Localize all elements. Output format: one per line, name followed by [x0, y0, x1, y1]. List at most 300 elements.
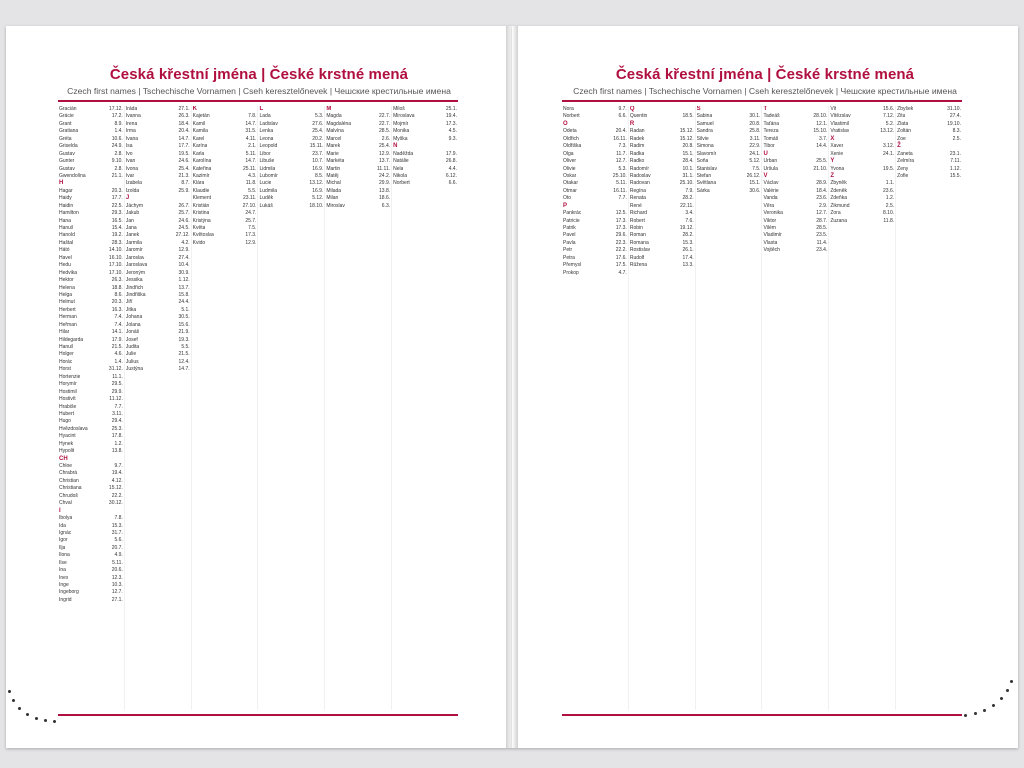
first-name: Markéta [326, 158, 345, 165]
first-name: Tadeáš [763, 113, 780, 120]
name-row [126, 299, 190, 306]
first-name: Radan [629, 128, 645, 135]
name-day-date: 9.7. [618, 106, 627, 112]
section-letter: CH [59, 455, 68, 462]
name-row [563, 247, 627, 254]
first-name: René [629, 202, 642, 209]
name-day-date: 3.7. [818, 135, 828, 142]
name-row [259, 203, 323, 210]
name-row [630, 180, 694, 187]
name-day-date: 7.4. [114, 314, 123, 321]
name-day-date: 8.10. [883, 210, 895, 217]
name-day-date: 16.11. [613, 187, 627, 194]
name-row [326, 166, 390, 173]
first-name: Patricie [563, 217, 580, 224]
section-letter: X [830, 135, 835, 142]
first-name: Hanuš [59, 344, 74, 350]
name-row [630, 136, 694, 143]
name-day-date: 4.12. [111, 477, 123, 484]
name-day-date: 12.7. [111, 589, 123, 596]
name-row [59, 314, 123, 321]
name-day-date: 8.3. [952, 128, 961, 135]
name-day-date: 25.3. [111, 425, 123, 432]
section-letter: K [192, 106, 197, 112]
name-day-date: 10.7. [312, 158, 324, 165]
name-row [393, 106, 457, 113]
name-row [763, 158, 827, 165]
first-name: Ženy [897, 165, 909, 172]
name-row [897, 106, 961, 113]
name-row [126, 210, 190, 217]
name-row [697, 151, 761, 158]
name-row [126, 158, 190, 165]
first-name: Hugo [59, 418, 71, 425]
name-day-date: 17.7. [111, 195, 123, 202]
name-row [59, 262, 123, 269]
first-name: Norbert [563, 113, 580, 120]
name-row [830, 203, 894, 210]
name-day-date: 22.7. [379, 120, 391, 127]
name-row [126, 366, 190, 373]
first-name: Gracián [59, 106, 77, 112]
name-day-date: 17.5. [615, 262, 627, 269]
name-day-date: 2.8. [114, 150, 123, 157]
name-row [763, 203, 827, 210]
first-name: Lada [259, 113, 271, 120]
first-name: Libuše [259, 158, 275, 165]
first-name: Klaudie [192, 187, 210, 194]
left-page [6, 26, 512, 748]
name-day-date: 13.7. [178, 284, 190, 291]
name-day-date: 17.10. [108, 262, 123, 269]
name-row [393, 166, 457, 173]
name-row [259, 180, 323, 187]
name-row [126, 180, 190, 187]
first-name: Johana [125, 314, 143, 321]
first-name: Richard [629, 210, 648, 217]
name-row [59, 478, 123, 485]
name-day-date: 11.12. [109, 396, 123, 403]
first-name: Oskar [563, 172, 577, 179]
name-row [59, 210, 123, 217]
name-row [563, 255, 627, 262]
name-day-date: 13.12. [880, 128, 895, 135]
name-day-date: 28.3. [111, 239, 123, 246]
name-row [193, 240, 257, 247]
name-row [563, 106, 627, 113]
name-row [830, 143, 894, 150]
first-name: Hostimil [59, 388, 77, 395]
top-rule [562, 100, 962, 102]
name-row [393, 128, 457, 135]
name-row [126, 292, 190, 299]
name-column [192, 106, 259, 710]
name-day-date: 15.10. [813, 128, 828, 135]
first-name: Gratiana [59, 128, 79, 135]
name-row [897, 151, 961, 158]
name-day-date: 5.12. [749, 158, 761, 165]
name-day-date: 25.4. [178, 165, 190, 172]
name-row [763, 188, 827, 195]
page-subtitle: Czech first names | Tschechische Vornamen | Cseh keresztelőnevek | Чешские крестильные имена [573, 86, 957, 96]
name-row [126, 173, 190, 180]
first-name: Oto [563, 195, 572, 202]
first-name: Ida [59, 522, 66, 529]
name-day-date: 14.7. [245, 120, 257, 127]
first-name: Zbyněk [830, 180, 847, 187]
first-name: Ivona [125, 165, 139, 172]
section-letter: R [629, 120, 635, 127]
name-row [126, 218, 190, 225]
name-column [829, 106, 896, 710]
first-name: Ivanna [125, 113, 141, 120]
name-day-date: 27.1. [178, 106, 190, 112]
first-name: Jindřiška [125, 291, 146, 298]
name-row [59, 151, 123, 158]
first-name: Hyacint [59, 433, 76, 440]
name-day-date: 17.2. [111, 113, 123, 120]
first-name: Nora [563, 106, 574, 112]
name-row [763, 128, 827, 135]
name-column [562, 106, 629, 710]
name-day-date: 7.8. [114, 515, 123, 522]
name-day-date: 7.5. [752, 165, 761, 172]
name-row [193, 121, 257, 128]
first-name: Zita [897, 113, 906, 120]
section-letter: O [563, 120, 568, 127]
name-day-date: 4.3. [248, 172, 257, 179]
name-day-date: 6.12. [445, 172, 457, 179]
name-row [59, 270, 123, 277]
name-day-date: 31.10. [947, 106, 961, 112]
name-day-date: 2.9. [818, 202, 828, 209]
first-name: Horst [59, 366, 71, 373]
first-name: Nikola [393, 172, 408, 179]
first-name: Justýna [125, 366, 144, 373]
name-day-date: 9.3. [448, 135, 457, 142]
name-day-date: 11.11. [376, 165, 391, 172]
name-row [259, 188, 323, 195]
first-name: Robert [629, 217, 645, 224]
first-name: Irena [125, 120, 138, 127]
name-day-date: 14.10. [108, 247, 123, 254]
first-name: Vlasta [763, 239, 778, 246]
name-day-date: 20.8. [682, 143, 694, 150]
name-day-date: 29.9. [379, 180, 391, 187]
name-day-date: 25.4. [312, 128, 324, 135]
name-row [563, 240, 627, 247]
name-day-date: 20.4. [615, 128, 627, 135]
first-name: Světlana [696, 180, 717, 187]
first-name: Milan [326, 195, 339, 202]
first-name: Otakar [563, 180, 579, 187]
first-name: Malvína [326, 128, 344, 135]
name-row [897, 128, 961, 135]
first-name: Ilse [59, 559, 67, 566]
first-name: Janek [125, 232, 140, 239]
name-day-date: 20.4. [178, 128, 190, 135]
name-day-date: 18.6. [379, 195, 391, 202]
first-name: Jolana [125, 321, 141, 328]
name-row [193, 218, 257, 225]
name-day-date: 5.3. [618, 165, 627, 172]
name-row [326, 173, 390, 180]
name-day-date: 14.7. [178, 366, 190, 373]
name-row [59, 374, 123, 381]
name-day-date: 7.12. [883, 113, 895, 120]
name-row [763, 113, 827, 120]
first-name: Taťána [763, 120, 779, 127]
name-day-date: 24.7. [245, 210, 257, 217]
first-name: Karel [192, 135, 205, 142]
name-row [259, 173, 323, 180]
first-name: Hanuš [59, 225, 74, 231]
name-row [59, 411, 123, 418]
name-day-date: 14.7. [245, 158, 257, 165]
name-row [830, 121, 894, 128]
first-name: Vanda [763, 195, 778, 202]
name-day-date: 22.2. [111, 492, 123, 499]
first-name: Havel [59, 254, 72, 261]
first-name: Lidmila [259, 165, 276, 172]
name-row [59, 463, 123, 470]
first-name: Hátó [59, 247, 70, 254]
name-row [126, 203, 190, 210]
name-row [630, 195, 694, 202]
name-row [563, 166, 627, 173]
name-row [326, 151, 390, 158]
first-name: Květoslav [192, 232, 215, 239]
first-name: Josef [125, 336, 138, 343]
name-day-date: 25.10. [612, 172, 627, 179]
first-name: Christiana [59, 485, 82, 492]
name-row [697, 128, 761, 135]
name-day-date: 21.3. [178, 172, 190, 179]
name-day-date: 7.6. [685, 217, 694, 224]
name-row [126, 285, 190, 292]
first-name: Zuzana [830, 217, 847, 224]
first-name: Marcel [326, 135, 342, 142]
name-row [630, 247, 694, 254]
first-name: Monika [393, 128, 410, 135]
name-day-date: 17.12. [108, 106, 123, 112]
name-day-date: 29.5. [111, 381, 123, 388]
name-day-date: 4.7. [618, 269, 627, 276]
first-name: Inge [59, 582, 69, 588]
first-name: Vilém [763, 225, 776, 231]
name-day-date: 25.7. [245, 217, 257, 224]
name-day-date: 12.5. [615, 210, 627, 217]
first-name: Helena [59, 284, 75, 291]
name-row [126, 232, 190, 239]
first-name: Ina [59, 567, 66, 574]
first-name: Herman [59, 314, 77, 321]
name-day-date: 24.1. [749, 150, 761, 157]
name-row [126, 262, 190, 269]
name-day-date: 5.5. [181, 344, 190, 350]
first-name: Gustav [59, 165, 75, 172]
name-column [696, 106, 763, 710]
name-day-date: 27.10. [242, 202, 257, 209]
first-name: Gustav [59, 150, 75, 157]
first-name: Radka [629, 150, 645, 157]
name-row [259, 121, 323, 128]
name-row [126, 143, 190, 150]
name-row [59, 500, 123, 507]
name-row [59, 247, 123, 254]
first-name: Jindřich [125, 284, 144, 291]
first-name: Ibolya [59, 515, 73, 522]
first-name: Tibor [763, 143, 775, 150]
name-day-date: 29.9. [111, 388, 123, 395]
name-day-date: 20.8. [749, 120, 761, 127]
first-name: Urban [763, 158, 778, 165]
first-name: Slavomír [696, 150, 717, 157]
name-row [830, 218, 894, 225]
first-name: Leopold [259, 143, 278, 150]
name-day-date: 12.3. [111, 574, 123, 581]
name-row [59, 366, 123, 373]
name-day-date: 23.5. [816, 232, 828, 239]
first-name: Martin [326, 165, 341, 172]
first-name: Zlata [897, 120, 909, 127]
name-day-date: 18.4. [816, 187, 828, 194]
name-day-date: 4.4. [448, 165, 457, 172]
name-day-date: 16.5. [111, 217, 123, 224]
name-day-date: 17.8. [111, 433, 123, 440]
first-name: Olga [563, 150, 574, 157]
name-row [393, 121, 457, 128]
first-name: Holger [59, 351, 74, 358]
name-day-date: 31.1. [682, 172, 694, 179]
name-day-date: 2.8. [114, 165, 123, 172]
name-row [59, 329, 123, 336]
section-letter: V [763, 172, 768, 179]
name-row [59, 426, 123, 433]
name-day-date: 26.8. [445, 158, 457, 165]
name-day-date: 17.9. [445, 150, 457, 157]
name-row [563, 128, 627, 135]
name-day-date: 2.5. [885, 202, 895, 209]
first-name: Irma [125, 128, 136, 135]
name-day-date: 5.12. [312, 195, 324, 202]
name-day-date: 3.4. [685, 210, 694, 217]
first-name: Vladimír [763, 232, 782, 239]
name-row [59, 493, 123, 500]
name-day-date: 16.11. [613, 135, 627, 142]
bottom-rule [58, 714, 458, 716]
name-row [59, 359, 123, 366]
name-row [326, 188, 390, 195]
name-row [59, 128, 123, 135]
name-row [326, 195, 390, 202]
first-name: Ivana [125, 135, 139, 142]
name-row [763, 232, 827, 239]
name-row [697, 136, 761, 143]
section-letter: M [326, 106, 332, 112]
name-day-date: 6.3. [381, 202, 391, 209]
first-name: Ilona [59, 552, 70, 559]
name-column [325, 106, 392, 710]
name-day-date: 6.6. [618, 113, 627, 120]
first-name: Gwendolína [59, 172, 86, 179]
name-day-date: 25.10. [679, 180, 694, 187]
name-row [59, 381, 123, 388]
name-row [763, 240, 827, 247]
name-day-date: 12.1. [816, 120, 828, 127]
name-column [896, 106, 962, 710]
name-day-date: 17.3. [445, 120, 457, 127]
name-row [193, 232, 257, 239]
name-row [59, 589, 123, 596]
name-day-date: 24.4. [178, 299, 190, 306]
name-day-date: 7.7. [114, 403, 123, 410]
name-day-date: 15.4. [111, 225, 123, 231]
name-day-date: 25.8. [749, 128, 761, 135]
name-day-date: 17.10. [108, 269, 123, 276]
first-name: Zdeňka [830, 195, 847, 202]
name-row [59, 515, 123, 522]
name-day-date: 31.12. [108, 366, 123, 373]
name-row [259, 143, 323, 150]
name-row [630, 262, 694, 269]
name-day-date: 17.3. [615, 217, 627, 224]
binding-holes-right [958, 680, 1018, 740]
first-name: Radko [629, 158, 645, 165]
name-day-date: 9.7. [114, 463, 123, 469]
first-name: Žofie [897, 172, 909, 179]
name-day-date: 12.7. [816, 210, 828, 217]
first-name: Ignác [59, 529, 72, 536]
name-row [126, 188, 190, 195]
first-name: Miroslava [393, 113, 415, 120]
first-name: Tomáš [763, 135, 779, 142]
name-row [326, 136, 390, 143]
first-name: Romana [629, 239, 649, 246]
name-day-date: 18.10. [309, 202, 324, 209]
first-name: Radek [629, 135, 645, 142]
first-name: Magdaléna [326, 120, 352, 127]
name-row [126, 106, 190, 113]
binding-hole [992, 704, 995, 707]
first-name: Vojtěch [763, 247, 780, 254]
name-row [697, 143, 761, 150]
name-day-date: 7.11. [950, 158, 961, 165]
first-name: Vít [830, 106, 837, 112]
name-day-date: 7.5. [248, 225, 257, 231]
first-name: Robin [629, 225, 643, 231]
name-day-date: 5.2. [885, 120, 895, 127]
first-name: Roman [629, 232, 646, 239]
first-name: Mojmír [393, 120, 409, 127]
name-day-date: 17.7. [178, 143, 190, 150]
name-day-date: 25.7. [178, 210, 190, 217]
name-row [697, 173, 761, 180]
name-day-date: 27.1. [111, 596, 123, 603]
name-day-date: 28.2. [682, 195, 694, 202]
name-columns [58, 106, 458, 710]
name-day-date: 22.7. [379, 113, 391, 120]
name-row [763, 195, 827, 202]
first-name: Izolda [125, 187, 140, 194]
first-name: Ivar [125, 172, 135, 179]
first-name: Žaneta [897, 150, 913, 157]
first-name: Přemysl [563, 262, 582, 269]
name-day-date: 24.5. [178, 225, 190, 231]
section-letter: P [563, 202, 568, 209]
name-row [59, 113, 123, 120]
name-day-date: 1.4. [114, 128, 123, 135]
